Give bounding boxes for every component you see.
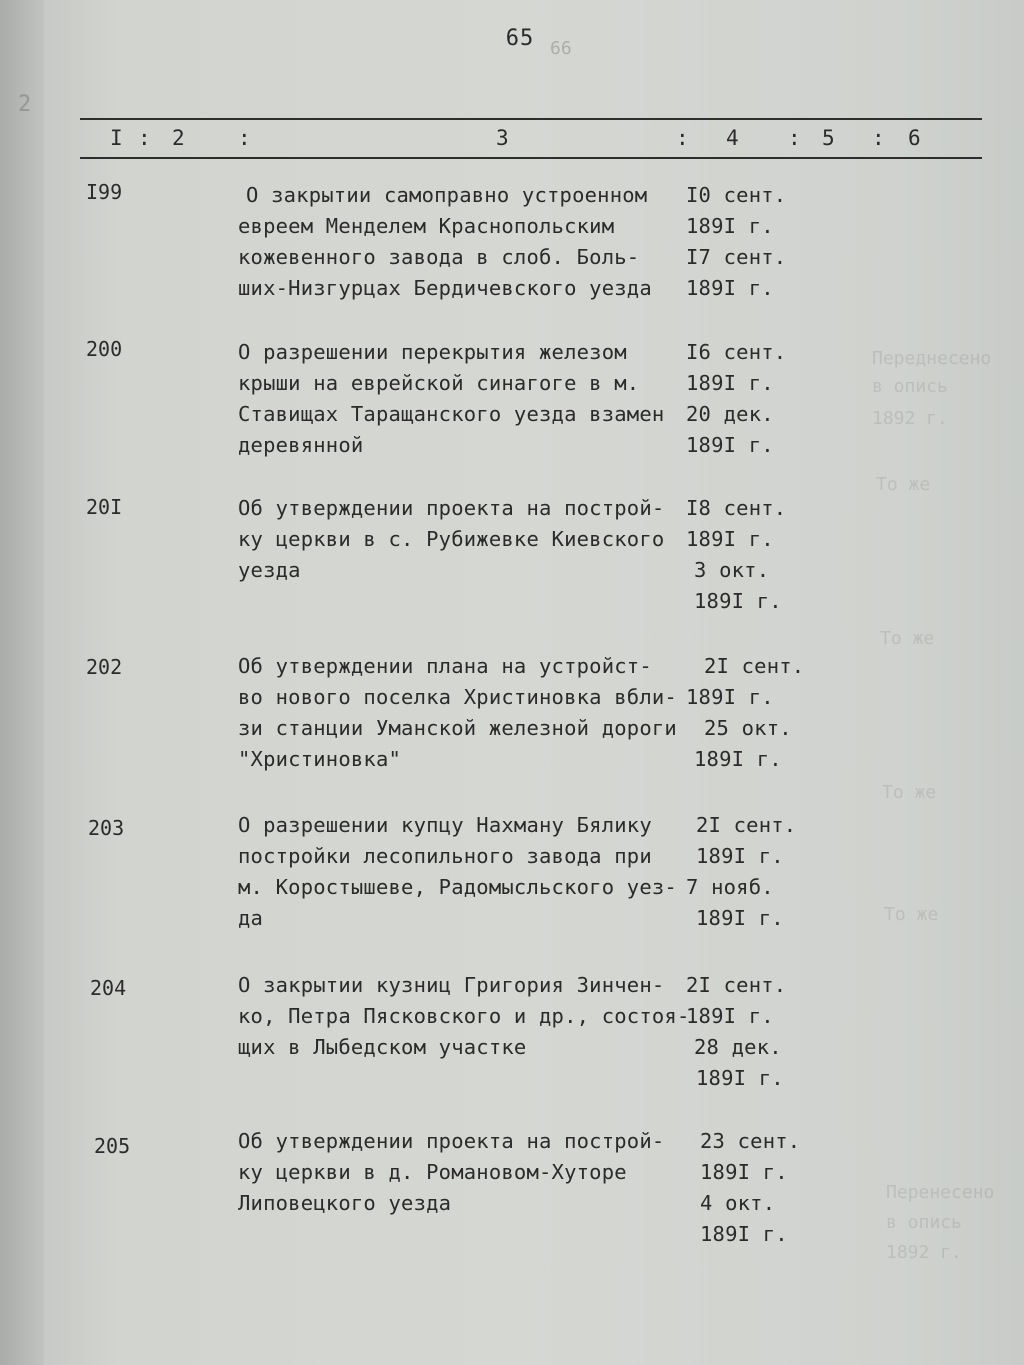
date-line: 189I г. — [694, 747, 782, 771]
entry-description — [238, 970, 698, 1063]
entry-description — [238, 810, 698, 934]
date-line: 189I г. — [686, 371, 774, 395]
description-line: постройки лесопильного завода при — [238, 844, 652, 868]
entry-number: 205 — [94, 1134, 131, 1158]
entry-description — [238, 493, 698, 586]
date-line: 4 окт. — [700, 1191, 776, 1215]
description-line: щих в Лыбедском участке — [238, 1035, 527, 1059]
description-line: О закрытии кузниц Григория Зинчен- — [238, 973, 665, 997]
date-line: 189I г. — [696, 844, 784, 868]
header-separator: : — [788, 126, 801, 150]
date-line: 7 нояб. — [686, 875, 774, 899]
header-separator: : — [872, 126, 885, 150]
description-line: Об утверждении плана на устройст- — [238, 654, 652, 678]
header-rule-bottom — [80, 157, 982, 159]
date-line: I6 сент. — [686, 340, 787, 364]
date-line: 189I г. — [700, 1160, 788, 1184]
header-col-5: 5 — [822, 126, 835, 150]
entry-description — [238, 651, 698, 775]
bleed-line: То же — [884, 904, 939, 925]
description-line: О разрешении перекрытия железом — [238, 340, 627, 364]
bleed-line: Перенесено — [886, 1182, 995, 1203]
bleed-line: 1892 г. — [886, 1242, 962, 1263]
date-line: 189I г. — [686, 276, 774, 300]
date-line: I8 сент. — [686, 496, 787, 520]
description-line: уезда — [238, 558, 301, 582]
bleed-top-number: 66 — [550, 38, 572, 59]
description-line: Об утверждении проекта на построй- — [238, 496, 665, 520]
description-line: О закрытии самоправно устроенном — [246, 183, 648, 207]
entry-dates — [686, 337, 816, 461]
entry-dates — [686, 810, 816, 934]
date-line: 189I г. — [686, 1004, 774, 1028]
description-line: зи станции Уманской железной дороги — [238, 716, 677, 740]
bleed-line: в опись — [886, 1212, 962, 1233]
header-col-1: I — [110, 126, 123, 150]
description-line: кожевенного завода в слоб. Боль- — [238, 245, 640, 269]
description-line: во нового поселка Христиновка вбли- — [238, 685, 677, 709]
description-line: ку церкви в д. Романовом-Хуторе — [238, 1160, 627, 1184]
header-col-3: 3 — [496, 126, 509, 150]
bleed-line: в опись — [872, 376, 948, 397]
bleed-line: То же — [876, 474, 931, 495]
date-line: I7 сент. — [686, 245, 787, 269]
date-line: 28 дек. — [694, 1035, 782, 1059]
entry-number: 202 — [86, 655, 123, 679]
header-separator: : — [238, 126, 251, 150]
description-line: Ставищах Таращанского уезда взамен — [238, 402, 665, 426]
date-line: 189I г. — [696, 906, 784, 930]
date-line: 189I г. — [686, 685, 774, 709]
header-col-2: 2 — [172, 126, 185, 150]
date-line: 189I г. — [694, 589, 782, 613]
entry-number: 203 — [88, 816, 125, 840]
date-line: 25 окт. — [704, 716, 792, 740]
description-line: деревянной — [238, 433, 364, 457]
entry-description — [238, 337, 698, 461]
bleed-line: То же — [882, 782, 937, 803]
date-line: 189I г. — [686, 433, 774, 457]
entry-description — [238, 180, 698, 304]
description-line: евреем Менделем Краснопольским — [238, 214, 615, 238]
description-line: м. Коростышеве, Радомысльского уез- — [238, 875, 677, 899]
description-line: ко, Петра Пясковского и др., состоя- — [238, 1004, 690, 1028]
description-line: О разрешении купцу Нахману Бялику — [238, 813, 652, 837]
bleed-line: То же — [880, 628, 935, 649]
date-line: 189I г. — [686, 527, 774, 551]
header-separator: : — [138, 126, 151, 150]
header-rule-top — [80, 118, 982, 120]
date-line: 2I сент. — [696, 813, 797, 837]
description-line: да — [238, 906, 264, 930]
entry-dates — [686, 180, 816, 304]
date-line: 189I г. — [700, 1222, 788, 1246]
header-col-6: 6 — [908, 126, 921, 150]
date-line: 189I г. — [686, 214, 774, 238]
bleed-line: 1892 г. — [872, 408, 948, 429]
entry-number: 200 — [86, 337, 123, 361]
description-line: Липовецкого уезда — [238, 1191, 452, 1215]
page-number: 65 — [505, 26, 535, 51]
description-line: крыши на еврейской синагоге в м. — [238, 371, 640, 395]
entry-dates — [686, 493, 816, 617]
column-header-row — [0, 122, 1024, 152]
date-line: I0 сент. — [686, 183, 787, 207]
entry-dates — [686, 1126, 816, 1250]
header-col-4: 4 — [726, 126, 739, 150]
entry-number: 20I — [86, 495, 123, 519]
description-line: Об утверждении проекта на построй- — [238, 1129, 665, 1153]
entry-description — [238, 1126, 698, 1219]
bleed-line: Переднесено — [872, 348, 992, 369]
description-line: ку церкви в с. Рубижевке Киевского — [238, 527, 665, 551]
description-line: "Христиновка" — [238, 747, 402, 771]
entry-number: 204 — [90, 976, 127, 1000]
binding-spine — [0, 0, 44, 1365]
description-line: ших-Низгурцах Бердичевского уезда — [238, 276, 652, 300]
date-line: 20 дек. — [686, 402, 774, 426]
date-line: 23 сент. — [700, 1129, 801, 1153]
date-line: 3 окт. — [694, 558, 770, 582]
bleed-left-mark: 2 — [18, 92, 32, 117]
header-separator: : — [676, 126, 689, 150]
date-line: 2I сент. — [704, 654, 805, 678]
date-line: 189I г. — [696, 1066, 784, 1090]
entry-number: I99 — [86, 180, 123, 204]
entry-dates — [686, 651, 816, 775]
entry-dates — [686, 970, 816, 1094]
date-line: 2I сент. — [686, 973, 787, 997]
